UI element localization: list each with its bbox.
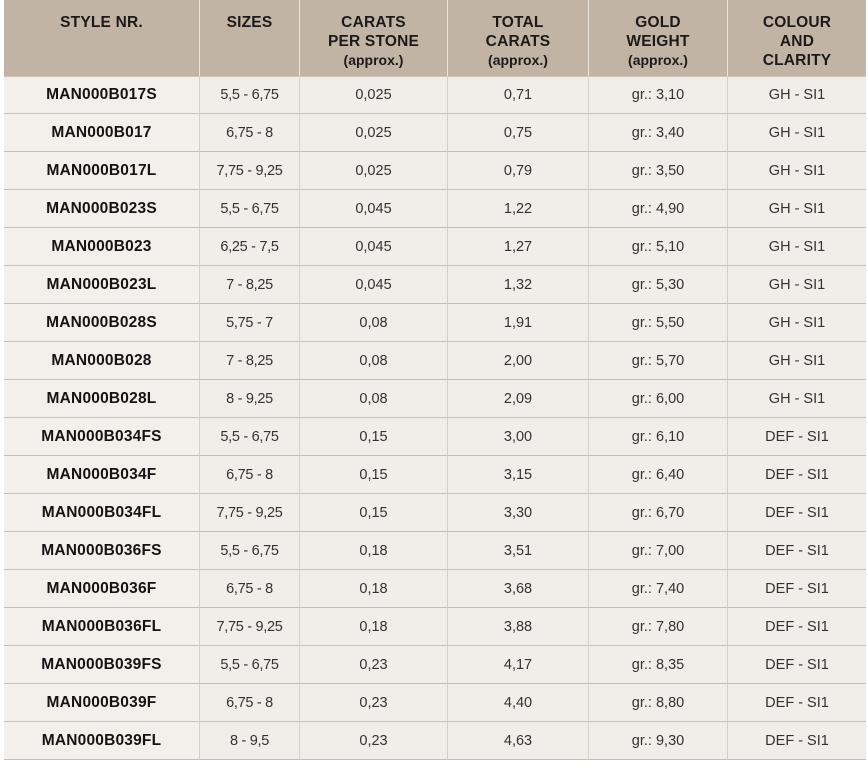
carats-per-stone-cell: 0,15 — [300, 456, 448, 494]
table-row — [4, 608, 866, 646]
total-carats-cell: 3,51 — [448, 532, 589, 570]
gold-weight-cell: gr.: 5,10 — [589, 228, 728, 266]
carats-per-stone-cell: 0,23 — [300, 646, 448, 684]
colour-clarity-cell: DEF - SI1 — [728, 456, 866, 494]
style-number-cell: MAN000B028L — [4, 380, 200, 418]
total-carats-cell: 0,79 — [448, 152, 589, 190]
style-number-cell: MAN000B017S — [4, 76, 200, 114]
total-carats-cell: 3,15 — [448, 456, 589, 494]
header-carats-line-2: PER STONE — [327, 33, 420, 50]
carats-per-stone-cell: 0,025 — [300, 114, 448, 152]
style-number-cell: MAN000B017L — [4, 152, 200, 190]
sizes-cell: 6,75 - 8 — [200, 456, 300, 494]
carats-per-stone-cell: 0,08 — [300, 304, 448, 342]
colour-clarity-cell: GH - SI1 — [728, 304, 866, 342]
sizes-cell: 6,75 - 8 — [200, 570, 300, 608]
header-sizes — [200, 0, 300, 76]
style-number-cell: MAN000B028 — [4, 342, 200, 380]
total-carats-cell: 0,71 — [448, 76, 589, 114]
colour-clarity-cell: GH - SI1 — [728, 76, 866, 114]
header-gold-line-1: GOLD — [635, 14, 681, 31]
header-gold-line-2: WEIGHT — [626, 33, 690, 50]
gold-weight-cell: gr.: 3,40 — [589, 114, 728, 152]
colour-clarity-cell: DEF - SI1 — [728, 532, 866, 570]
carats-per-stone-cell: 0,23 — [300, 684, 448, 722]
gold-weight-cell: gr.: 8,35 — [589, 646, 728, 684]
total-carats-cell: 0,75 — [448, 114, 589, 152]
ring-spec-table — [4, 0, 866, 760]
table-row — [4, 532, 866, 570]
header-gold-note: (approx.) — [628, 52, 688, 68]
carats-per-stone-cell: 0,045 — [300, 266, 448, 304]
table-row — [4, 418, 866, 456]
table-row — [4, 380, 866, 418]
gold-weight-cell: gr.: 7,40 — [589, 570, 728, 608]
gold-weight-cell: gr.: 9,30 — [589, 722, 728, 760]
table-row — [4, 570, 866, 608]
header-colour-line-1: COLOUR — [762, 14, 832, 31]
table-row — [4, 152, 866, 190]
gold-weight-cell: gr.: 3,10 — [589, 76, 728, 114]
colour-clarity-cell: GH - SI1 — [728, 380, 866, 418]
sizes-cell: 6,25 - 7,5 — [200, 228, 300, 266]
carats-per-stone-cell: 0,15 — [300, 494, 448, 532]
table-row — [4, 76, 866, 114]
table-row — [4, 456, 866, 494]
carats-per-stone-cell: 0,045 — [300, 228, 448, 266]
style-number-cell: MAN000B036FS — [4, 532, 200, 570]
style-number-cell: MAN000B023L — [4, 266, 200, 304]
table-header — [4, 0, 866, 76]
header-gold-weight — [589, 0, 728, 76]
header-carats-note: (approx.) — [343, 52, 404, 68]
colour-clarity-cell: GH - SI1 — [728, 190, 866, 228]
carats-per-stone-cell: 0,23 — [300, 722, 448, 760]
carats-per-stone-cell: 0,025 — [300, 152, 448, 190]
sizes-cell: 7 - 8,25 — [200, 266, 300, 304]
sizes-cell: 7 - 8,25 — [200, 342, 300, 380]
colour-clarity-cell: DEF - SI1 — [728, 494, 866, 532]
table-row — [4, 646, 866, 684]
style-number-cell: MAN000B039FL — [4, 722, 200, 760]
gold-weight-cell: gr.: 5,50 — [589, 304, 728, 342]
header-colour-line-3: CLARITY — [762, 52, 832, 69]
header-total-line-1: TOTAL — [492, 14, 544, 31]
gold-weight-cell: gr.: 7,00 — [589, 532, 728, 570]
table-row — [4, 228, 866, 266]
header-style-nr — [4, 0, 200, 76]
total-carats-cell: 1,32 — [448, 266, 589, 304]
gold-weight-cell: gr.: 6,00 — [589, 380, 728, 418]
gold-weight-cell: gr.: 5,70 — [589, 342, 728, 380]
style-number-cell: MAN000B039F — [4, 684, 200, 722]
colour-clarity-cell: GH - SI1 — [728, 266, 866, 304]
carats-per-stone-cell: 0,15 — [300, 418, 448, 456]
style-number-cell: MAN000B023 — [4, 228, 200, 266]
table-row — [4, 494, 866, 532]
colour-clarity-cell: DEF - SI1 — [728, 684, 866, 722]
style-number-cell: MAN000B039FS — [4, 646, 200, 684]
sizes-cell: 5,5 - 6,75 — [200, 76, 300, 114]
colour-clarity-cell: GH - SI1 — [728, 114, 866, 152]
sizes-cell: 8 - 9,25 — [200, 380, 300, 418]
table-row — [4, 342, 866, 380]
sizes-cell: 6,75 - 8 — [200, 114, 300, 152]
total-carats-cell: 4,40 — [448, 684, 589, 722]
colour-clarity-cell: DEF - SI1 — [728, 418, 866, 456]
table-row — [4, 684, 866, 722]
header-row — [4, 0, 866, 76]
table-row — [4, 114, 866, 152]
colour-clarity-cell: DEF - SI1 — [728, 646, 866, 684]
table-row — [4, 190, 866, 228]
gold-weight-cell: gr.: 6,70 — [589, 494, 728, 532]
table-row — [4, 304, 866, 342]
gold-weight-cell: gr.: 5,30 — [589, 266, 728, 304]
carats-per-stone-cell: 0,18 — [300, 532, 448, 570]
gold-weight-cell: gr.: 3,50 — [589, 152, 728, 190]
colour-clarity-cell: GH - SI1 — [728, 342, 866, 380]
carats-per-stone-cell: 0,08 — [300, 380, 448, 418]
colour-clarity-cell: GH - SI1 — [728, 152, 866, 190]
colour-clarity-cell: DEF - SI1 — [728, 570, 866, 608]
total-carats-cell: 4,63 — [448, 722, 589, 760]
carats-per-stone-cell: 0,18 — [300, 570, 448, 608]
style-number-cell: MAN000B034FS — [4, 418, 200, 456]
gold-weight-cell: gr.: 6,10 — [589, 418, 728, 456]
style-number-cell: MAN000B034FL — [4, 494, 200, 532]
total-carats-cell: 4,17 — [448, 646, 589, 684]
table-row — [4, 266, 866, 304]
total-carats-cell: 3,68 — [448, 570, 589, 608]
sizes-cell: 7,75 - 9,25 — [200, 494, 300, 532]
header-colour-line-2: AND — [779, 33, 815, 50]
header-total-line-2: CARATS — [485, 33, 551, 50]
style-number-cell: MAN000B028S — [4, 304, 200, 342]
gold-weight-cell: gr.: 6,40 — [589, 456, 728, 494]
total-carats-cell: 3,00 — [448, 418, 589, 456]
header-sizes-line: SIZES — [226, 14, 273, 31]
style-number-cell: MAN000B017 — [4, 114, 200, 152]
colour-clarity-cell: DEF - SI1 — [728, 608, 866, 646]
sizes-cell: 7,75 - 9,25 — [200, 152, 300, 190]
table-row — [4, 722, 866, 760]
sizes-cell: 8 - 9,5 — [200, 722, 300, 760]
gold-weight-cell: gr.: 7,80 — [589, 608, 728, 646]
carats-per-stone-cell: 0,045 — [300, 190, 448, 228]
colour-clarity-cell: GH - SI1 — [728, 228, 866, 266]
sizes-cell: 7,75 - 9,25 — [200, 608, 300, 646]
sizes-cell: 5,5 - 6,75 — [200, 190, 300, 228]
header-carats-per-stone — [300, 0, 448, 76]
total-carats-cell: 2,00 — [448, 342, 589, 380]
sizes-cell: 5,5 - 6,75 — [200, 646, 300, 684]
sizes-cell: 5,5 - 6,75 — [200, 532, 300, 570]
total-carats-cell: 2,09 — [448, 380, 589, 418]
style-number-cell: MAN000B036FL — [4, 608, 200, 646]
gold-weight-cell: gr.: 8,80 — [589, 684, 728, 722]
total-carats-cell: 3,88 — [448, 608, 589, 646]
style-number-cell: MAN000B036F — [4, 570, 200, 608]
style-number-cell: MAN000B023S — [4, 190, 200, 228]
sizes-cell: 5,75 - 7 — [200, 304, 300, 342]
total-carats-cell: 1,91 — [448, 304, 589, 342]
header-style-line: STYLE NR. — [60, 14, 143, 31]
gold-weight-cell: gr.: 4,90 — [589, 190, 728, 228]
header-total-note: (approx.) — [488, 52, 548, 68]
carats-per-stone-cell: 0,025 — [300, 76, 448, 114]
colour-clarity-cell: DEF - SI1 — [728, 722, 866, 760]
header-carats-line-1: CARATS — [341, 14, 406, 31]
style-number-cell: MAN000B034F — [4, 456, 200, 494]
total-carats-cell: 1,22 — [448, 190, 589, 228]
carats-per-stone-cell: 0,18 — [300, 608, 448, 646]
header-colour-clarity — [728, 0, 866, 76]
sizes-cell: 6,75 - 8 — [200, 684, 300, 722]
table-body — [4, 76, 866, 760]
carats-per-stone-cell: 0,08 — [300, 342, 448, 380]
header-total-carats — [448, 0, 589, 76]
total-carats-cell: 1,27 — [448, 228, 589, 266]
total-carats-cell: 3,30 — [448, 494, 589, 532]
sizes-cell: 5,5 - 6,75 — [200, 418, 300, 456]
